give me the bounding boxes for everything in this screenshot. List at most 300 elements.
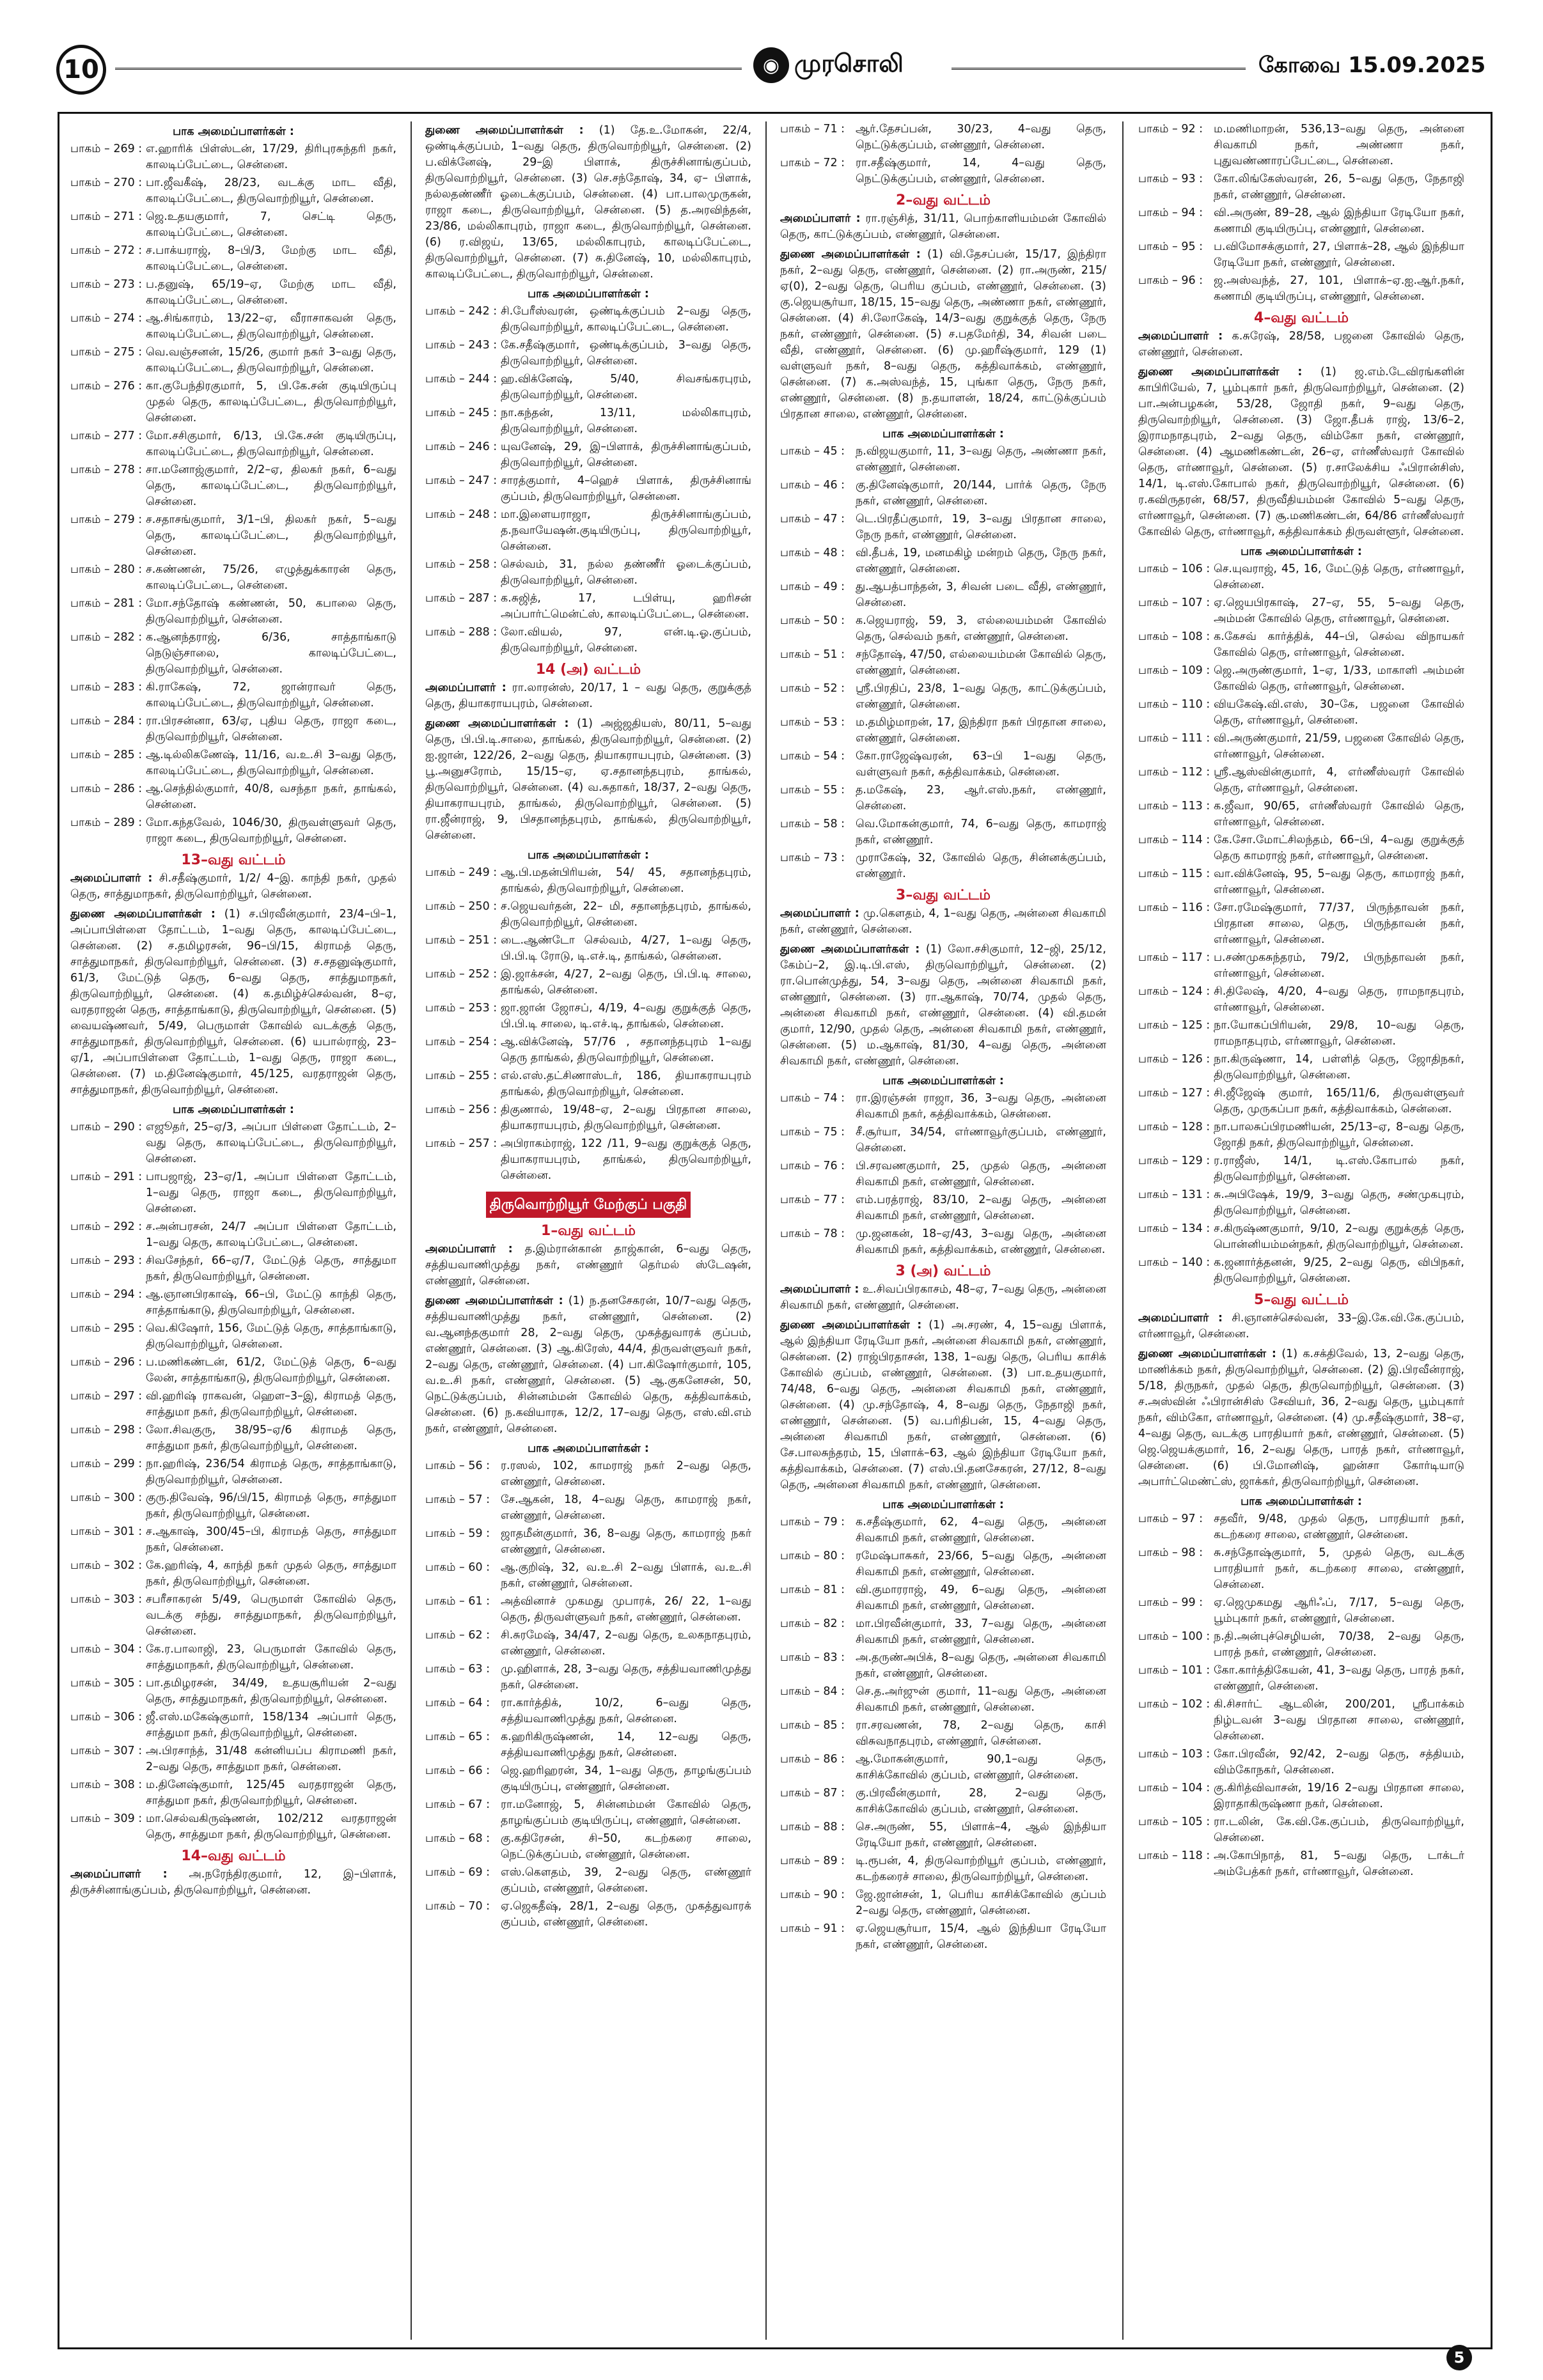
booth-details: வி.தீபக், 19, மனமகிழ் மன்றம் தெரு, நேரு நகர், எண்ணூர், சென்னை. [856,547,1106,575]
booth-details: சந்தோஷ், 47/50, எல்லையம்மன் கோவில் தெரு, எண்ணூர், சென்னை. [856,648,1106,677]
booth-entry [780,749,1106,781]
booth-details: வெ.மோகன்குமார், 74, 6–வது தெரு, காமராஜ் நகர், எண்ணூர். [856,818,1106,846]
booth-number: பாகம் – 250 : [425,900,497,913]
booth-details: முராகேஷ், 32, கோவில் தெரு, சின்னக்குப்பம், எண்ணூர். [856,852,1106,880]
booth-entry [1138,765,1464,797]
role-text: சி.சதீஷ்குமார், 1/2/ 4–இ. காந்தி நகர், முதல் தெரு, சாத்துமாநகர், திருவொற்றியூர், சென்னை. [70,872,396,901]
booth-details: ரா.சதீஷ்குமார், 14, 4–வது தெரு, நெட்டுக்குப்பம், எண்ணூர், சென்னை. [856,157,1106,185]
booth-details: சு.சந்தோஷ்குமார், 5, முதல் தெரு, வடக்கு பாரதியார் நகர், கடற்கரை சாலை, எண்ணூர், சென்னை. [1214,1546,1464,1591]
booth-entry [780,1226,1106,1258]
role-text: த.இம்ரான்கான் தாஜ்கான், 6–வது தெரு, சத்தியவாணிமுத்து நகர், எண்ணூர் தெர்மல் ஸ்டேஷன், எண்ணூர், சென்னை. [425,1243,751,1287]
booth-entry [1138,950,1464,982]
booth-number: பாகம் – 127 : [1138,1087,1210,1100]
officer-paragraph [425,1293,751,1437]
officer-paragraph [1138,1346,1464,1490]
booth-number: பாகம் – 48 : [780,547,845,559]
booth-entry [70,311,396,343]
booth-number: பாகம் – 46 : [780,479,845,492]
officer-paragraph [1138,329,1464,361]
booth-number: பாகம் – 124 : [1138,985,1210,998]
booth-number: பாகம் – 255 : [425,1069,497,1082]
booth-number: பாகம் – 126 : [1138,1053,1210,1066]
booth-number: பாகம் – 129 : [1138,1155,1210,1167]
booth-details: மா.இளையராஜா, திருச்சினாங்குப்பம், த.நவாயேஷன்.குடியிருப்பு, திருவொற்றியூர், சென்னை. [501,508,751,553]
booth-entry [425,1526,751,1558]
booth-entry [70,345,396,377]
booth-details: ரா.இரஞ்சன் ராஜா, 36, 3–வது தெரு, அன்னை சிவகாமி நகர், கத்திவாக்கம், சென்னை. [856,1092,1106,1121]
booth-number: பாகம் – 287 : [425,592,497,605]
booth-number: பாகம் – 50 : [780,614,845,627]
role-label: துணை அமைப்பாளர்கள் : [70,908,215,921]
booth-entry [1138,663,1464,695]
booth-list [1138,561,1464,1287]
booth-details: ஏ.ஜெயபிரகாஷ், 27–ஏ, 55, 5–வது தெரு, அம்மன் கோவில் தெரு, எர்ணாவூர், சென்னை. [1214,596,1464,625]
ward-heading: 4–வது வட்டம் [1254,310,1349,326]
booth-number: பாகம் – 244 : [425,373,497,385]
role-label: அமைப்பாளர் : [780,907,859,920]
booth-number: பாகம் – 57 : [425,1493,490,1506]
role-text: (1) ஜ.எம்.டேவிரங்களின் காபிரியேல், 7, பூம்புகார் நகர், திருவொற்றியூர், சென்னை. (2) பா.அன்பழகன், 53/28, ஜோதி நகர், 9–வது தெரு, திருவொற்றியூர், சென்னை. (3) ஜோ.தீபக் ராஜ், 13/6–2, இராமநாதபுரம், 2–வது தெரு, விம்கோ நகர், எண்ணூர், சென்னை. (4) ஆமணிகண்டன், 26–ஏ, எர்ணீஸ்வரர் கோவில் தெரு, எர்ணாவூர், சென்னை. (5) ர.சாலேக்சிய ஃபிரான்சிஸ், 14/1, டி.எஸ்.கோபால் நகர், திருவொற்றியூர், சென்னை. (6) ர.கவிருதரன், 68/57, திருவீதியம்மன் கோவில் 5–வது தெரு, எர்ணாவூர், சென்னை. (7) சூ.மணிகண்டன், 64/86 எர்ணீஸ்வரர் கோவில் தெரு, எர்ணாவூர், கத்திவாக்கம் திருவள்ளூர், சென்னை. [1138,366,1464,538]
booth-details: ஆ.பி.மதன்பிரியன், 54/ 45, சதானந்தபுரம், தாங்கல், திருவொற்றியூர், சென்னை. [501,866,751,895]
booth-entry [780,579,1106,611]
booth-entry [1138,1629,1464,1661]
booth-entry [70,1456,396,1488]
role-text: உ.சிவப்பிரகாசம், 48–ஏ, 7–வது தெரு, அன்னை சிவகாமி நகர், எண்ணூர், சென்னை. [780,1283,1106,1312]
booth-number: பாகம் – 307 : [70,1745,143,1757]
booth-number: பாகம் – 75 : [780,1126,845,1139]
booth-details: க.கேசவ் கார்த்திக், 44–பி, செல்வ விநாயகர் கோவில் தெரு, எர்ணாவூர், சென்னை. [1214,630,1464,659]
booth-number: பாகம் – 61 : [425,1595,490,1608]
booth-number: பாகம் – 73 : [780,852,845,864]
booth-details: கே.ஹரிஷ், 4, காந்தி நகர் முதல் தெரு, சாத்துமா நகர், திருவொற்றியூர், சென்னை. [146,1559,396,1588]
booth-number: பாகம் – 69 : [425,1866,490,1879]
booth-entry [1138,1052,1464,1084]
region-banner: திருவொற்றியூர் மேற்குப் பகுதி [486,1192,691,1218]
role-label: அமைப்பாளர் : [425,1243,513,1256]
booth-details: மோ.சந்தோஷ் கண்ணன், 50, கபாலை தெரு, திருவொற்றியூர், சென்னை. [146,597,396,626]
column-4 [1138,121,1464,2340]
ward-heading: 3–வது வட்டம் [896,887,991,903]
officer-paragraph [425,123,751,283]
booth-details: எல்.எஸ்.தட்சிணாஸ்டர், 186, தியாகராயபுரம் தாங்கல், திருவொற்றியூர், சென்னை. [501,1069,751,1098]
booth-number: பாகம் – 103 : [1138,1748,1210,1761]
booth-number: பாகம் – 246 : [425,440,497,453]
booth-entry [70,1777,396,1809]
booth-number: பாகம் – 82 : [780,1617,845,1630]
role-label: அமைப்பாளர் : [70,872,153,885]
paper-name: முரசொலி [794,49,904,77]
section-subheading: பாக அமைப்பாளர்கள் : [528,1442,649,1455]
booth-details: ஜே.ஜான்சன், 1, பெரிய காசிக்கோவில் குப்பம் 2–வது தெரு, எண்ணூர், சென்னை. [856,1888,1106,1917]
booth-entry [70,1709,396,1741]
booth-number: பாகம் – 281 : [70,597,143,610]
role-label: அமைப்பாளர் : [780,1283,859,1296]
masthead-rule-left [115,68,742,70]
booth-details: ச.ஆகாஷ், 300/45–பி, கிராமத் தெரு, சாத்துமா நகர், சென்னை. [146,1525,396,1554]
role-label: துணை அமைப்பாளர்கள் : [1138,366,1303,378]
booth-number: பாகம் – 117 : [1138,951,1210,964]
booth-entry [70,713,396,745]
booth-details: மோ.சசிகுமார், 6/13, பி.கே.சன் குடியிருப்பு, காலடிப்பேட்டை, திருவொற்றியூர், சென்னை. [146,430,396,458]
booth-entry [425,899,751,931]
booth-number: பாகம் – 291 : [70,1171,143,1183]
booth-number: பாகம் – 257 : [425,1137,497,1150]
booth-number: பாகம் – 283 : [70,681,143,694]
booth-number: பாகம் – 65 : [425,1731,490,1743]
booth-details: சி.திலேஷ், 4/20, 4–வது தெரு, ராமநாதபுரம், எர்ணாவூர், சென்னை. [1214,985,1464,1014]
booth-details: சி.சுரமேஷ், 34/47, 2–வது தெரு, உலகநாதபுரம், எண்ணூர், சென்னை. [501,1629,751,1658]
booth-entry [70,596,396,628]
booth-entry [1138,1187,1464,1219]
booth-details: கா.குபேந்திரகுமார், 5, பி.கே.சன் குடியிருப்பு முதல் தெரு, காலடிப்பேட்டை, திருவொற்றியூர், சென்னை. [146,380,396,424]
booth-details: வி.குமாரராஜ், 49, 6–வது தெரு, அன்னை சிவகாமி நகர், எண்ணூர், சென்னை. [856,1583,1106,1612]
officer-paragraph [1138,1311,1464,1342]
booth-entry [780,1921,1106,1953]
booth-details: ச.ஜெயவர்தன், 22– மி, சதானந்தபுரம், தாங்கல், திருவொற்றியூர், சென்னை. [501,900,751,929]
booth-entry [425,1729,751,1761]
booth-entry [425,1034,751,1066]
booth-number: பாகம் – 245 : [425,407,497,419]
booth-number: பாகம் – 93 : [1138,173,1203,185]
booth-details: சாரத்குமார், 4–ஹெச் பிளாக், திருச்சினாங் குப்பம், திருவொற்றியூர், சென்னை. [501,474,751,503]
booth-entry [780,478,1106,509]
booth-details: அ.தருண்அபிக், 8–வது தெரு, அன்னை சிவகாமி நகர், எண்ணூர், சென்னை. [856,1651,1106,1680]
booth-details: க.ஜெயராஜ், 59, 3, எல்லையம்மன் கோவில் தெரு, செல்வம் நகர், எண்ணூர், சென்னை. [856,614,1106,643]
booth-details: பா.தமிழரசன், 34/49, உதயசூரியன் 2–வது தெரு, சாத்துமாநகர், திருவொற்றியூர், சென்னை. [146,1677,396,1706]
booth-number: பாகம் – 47 : [780,513,845,525]
booth-details: ஆ.விக்னேஷ், 57/76 , சதானந்தபுரம் 1–வது தெரு தாங்கல், திருவொற்றியூர், சென்னை. [501,1036,751,1064]
booth-entry [425,507,751,555]
booth-list [425,1458,751,1931]
booth-entry [1138,595,1464,627]
booth-details: சு.அபிஷேக், 19/9, 3–வது தெரு, சண்முகபுரம், திருவொற்றியூர், சென்னை. [1214,1188,1464,1217]
booth-entry [70,630,396,678]
booth-details: செ.அருண், 55, பிளாக்–4, ஆல் இந்தியா ரேடியோ நகர், எண்ணூர், சென்னை. [856,1821,1106,1849]
booth-entry [425,1831,751,1863]
booth-number: பாகம் – 292 : [70,1220,143,1233]
booth-number: பாகம் – 62 : [425,1629,490,1642]
booth-details: எம்.பரத்ராஜ், 83/10, 2–வது தெரு, அன்னை சிவகாமி நகர், எண்ணூர், சென்னை. [856,1194,1106,1222]
booth-details: ஆ.சிங்காரம், 13/22–ஏ, வீராசாகவன் தெரு, காலடிப்பேட்டை, திருவொற்றியூர், சென்னை. [146,312,396,341]
booth-entry [70,141,396,173]
booth-number: பாகம் – 108 : [1138,630,1210,643]
ward-heading: 2–வது வட்டம் [896,192,991,208]
booth-entry [70,1676,396,1707]
booth-entry [70,512,396,560]
booth-number: பாகம் – 54 : [780,750,845,763]
booth-entry [1138,273,1464,305]
booth-entry [1138,1119,1464,1151]
booth-number: பாகம் – 308 : [70,1778,143,1791]
booth-entry [780,1514,1106,1546]
booth-entry [70,1422,396,1454]
booth-details: எஸ்.கெளதம், 39, 2–வது தெரு, எண்ணூர் குப்பம், எண்ணூர், சென்னை. [501,1866,751,1895]
booth-details: ச.அன்பரசன், 24/7 அப்பா பிள்ளை தோட்டம், 1–வது தெரு, காலடிப்பேட்டை, சென்னை. [146,1220,396,1249]
booth-number: பாகம் – 297 : [70,1390,143,1403]
role-text: (1) அ.சரண், 4, 15–வது பிளாக், ஆல் இந்தியா ரேடியோ நகர், அன்னை சிவகாமி நகர், எண்ணூர், சென்னை. (2) ராஜ்பிரதாசன், 138, 1–வது தெரு, பெரிய காசிக் கோவில் குப்பம், எண்ணூர், சென்னை. (3) பா.உதயகுமார், 74/48, 6–வது தெரு, அன்னை சிவகாமி நகர், எண்ணூர், சென்னை. (4) மு.சந்தோஷ், 4, 8–வது தெரு, நேதாஜி நகர், எண்ணூர், சென்னை. (5) வ.பரிதிபன், 15, 4–வது தெரு, அன்னை சிவகாமி நகர், எண்ணூர், சென்னை. (6) சே.பாலசுந்தரம், 15, பிளாக்–63, ஆல் இந்தியா ரேடியோ நகர், கத்திவாக்கம், சென்னை. (7) எஸ்.பி.தனசேகரன், 27/12, 8–வது தெரு, அன்னை சிவகாமி நகர், எண்ணூர், சென்னை. [780,1319,1106,1491]
booth-number: பாகம் – 84 : [780,1685,845,1698]
booth-details: நா.யோகப்பிரியன், 29/8, 10–வது தெரு, ராமநாதபுரம், எர்ணாவூர், சென்னை. [1214,1019,1464,1048]
booth-entry [70,747,396,779]
role-text: (1) அஜ்ஜதியஸ், 80/11, 5–வது தெரு, பி.பி.டி.சாலை, தாங்கல், திருவொற்றியூர், சென்னை. (2) ஐ.ஜான், 122/26, 2–வது தெரு, தியாகராயபுரம், சென்னை. (3) பூ.அனுசரோம், 15/15–ஏ, ஏ.சதானந்தபுரம், தாங்கல், திருவொற்றியூர், சென்னை. (4) வ.சுதாகர், 18/37, 2–வது தெரு, தியாகராயபுரம், தாங்கல், திருவொற்றியூர், சென்னை. (5) ரா.ஜீன்ராஜ், 9, பிசதானந்தபுரம், தாங்கல், திருவொற்றியூர், சென்னை. [425,717,751,842]
booth-details: சி.பேரீஸ்வரன், ஒண்டிக்குப்பம் 2–வது தெரு, திருவொற்றியூர், காலடிப்பேட்டை, சென்னை. [501,305,751,334]
booth-details: கே.ர.பாலாஜி, 23, பெருமாள் கோவில் தெரு, சாத்துமாநகர், திருவொற்றியூர், சென்னை. [146,1643,396,1672]
ward-heading: 13–வது வட்டம் [181,852,286,868]
booth-number: பாகம் – 70 : [425,1900,490,1913]
booth-details: ச.கிருஷ்ணகுமார், 9/10, 2–வது குறுக்குத் தெரு, பொன்னியம்மன்நகர், திருவொற்றியூர், சென்னை. [1214,1222,1464,1251]
booth-number: பாகம் – 306 : [70,1711,143,1723]
booth-details: ம.தமிழ்மாறன், 17, இந்திரா நகர் பிரதான சாலை, எண்ணூர், சென்னை. [856,716,1106,745]
booth-entry [1138,239,1464,271]
booth-details: ஜெ.ஹரிஹரன், 34, 1–வது தெரு, தாழங்குப்பம் குடியிருப்பு, எண்ணூர், சென்னை. [501,1764,751,1793]
booth-entry [1138,121,1464,169]
booth-entry [70,1119,396,1167]
role-text: க.சுரேஷ், 28/58, பஜனை கோவில் தெரு, எண்ணூர், சென்னை. [1138,330,1464,359]
booth-entry [780,1091,1106,1123]
booth-details: ஜாதமீன்குமார், 36, 8–வது தெரு, காமராஜ் நகர் எண்ணூர், சென்னை. [501,1527,751,1556]
booth-number: பாகம் – 301 : [70,1525,143,1538]
booth-details: க.சுஜித், 17, டபிள்யு, ஹரிசன் அப்பார்ட்மென்ட்ஸ், காலடிப்பேட்டை, சென்னை. [501,592,751,621]
booth-entry [70,680,396,712]
booth-number: பாகம் – 81 : [780,1583,845,1596]
section-subheading: பாக அமைப்பாளர்கள் : [1241,545,1362,558]
officer-paragraph [780,247,1106,423]
booth-details: ஏ.ஜெமுகமது ஆரிஃப், 7/17, 5–வது தெரு, பூம்புகார் நகர், எண்ணூர், சென்னை. [1214,1596,1464,1625]
booth-details: ரமேஷ்பாசுகர், 23/66, 5–வது தெரு, அன்னை சிவகாமி நகர், எண்ணூர், சென்னை. [856,1550,1106,1578]
booth-details: அத்வினாச் முகமது முபாரக், 26/ 22, 1–வது தெரு, திருவள்ளுவர் நகர், எண்ணூர், சென்னை. [501,1595,751,1624]
role-text: சி.ஞானச்செல்வன், 33–இ.கே.வி.கே.குப்பம், எர்ணாவூர், சென்னை. [1138,1312,1464,1341]
booth-entry [425,1695,751,1727]
booth-entry [425,1068,751,1100]
booth-number: பாகம் – 284 : [70,715,143,727]
booth-list [1138,121,1464,305]
booth-entry [1138,629,1464,661]
booth-details: கி.ராகேஷ், 72, ஜான்ராவர் தெரு, காலடிப்பேட்டை, திருவொற்றியூர், சென்னை. [146,681,396,710]
booth-entry [70,1811,396,1843]
booth-entry [70,781,396,813]
booth-details: வியகேஷ்.வி.எஸ், 30–கே, பஜனை கோவில் தெரு, எர்ணாவூர், சென்னை. [1214,698,1464,727]
booth-details: பி.சரவணகுமார், 25, முதல் தெரு, அன்னை சிவகாமி நகர், எண்ணூர், சென்னை. [856,1160,1106,1188]
officer-paragraph [780,1318,1106,1493]
booth-details: க.ஜனார்த்தனன், 9/25, 2–வது தெரு, விபிநகர், திருவொற்றியூர், சென்னை. [1214,1256,1464,1285]
role-text: (1) ந.தனசேகரன், 10/7–வது தெரு, சத்தியவாணிமுத்து நகர், எண்ணூர், சென்னை. (2) வ.ஆனந்தகுமார் 28, 2–வது தெரு, முகத்துவாரக் குப்பம், எண்ணூர், சென்னை. (3) ஆ.கிரேஸ், 44/4, திருவள்ளுவர் நகர், 2–வது தெரு, எண்ணூர், சென்னை. (4) பா.கிஷோர்குமார், 105, வ.உ.சி நகர், எண்ணூர், சென்னை. (5) ஆ.குகனேசன், 50, நெட்டுக்குப்பம், சின்னம்மன் கோவில் தெரு, கத்திவாக்கம், சென்னை. (6) ந.கவியாரசு, 12/2, 17–வது தெரு, எஸ்.வி.எம் நகர், எண்ணூர், சென்னை. [425,1295,751,1435]
booth-number: பாகம் – 242 : [425,305,497,318]
booth-entry [425,1492,751,1524]
ward-heading: 3 (அ) வட்டம் [895,1263,991,1279]
booth-list [70,141,396,847]
officer-paragraph [780,1282,1106,1314]
booth-number: பாகம் – 280 : [70,563,143,576]
section-subheading: பாக அமைப்பாளர்கள் : [173,1103,294,1116]
booth-entry [1138,697,1464,729]
column-divider [1122,121,1124,2340]
booth-number: பாகம் – 95 : [1138,240,1203,253]
booth-number: பாகம் – 102 : [1138,1698,1210,1711]
booth-number: பாகம் – 98 : [1138,1546,1203,1559]
booth-entry [70,1355,396,1387]
booth-number: பாகம் – 116 : [1138,901,1210,914]
booth-details: து.ஆபத்பாந்தன், 3, சிவன் படை வீதி, எண்ணூர், சென்னை. [856,580,1106,609]
booth-details: கு.தினேஷ்குமார், 20/144, பார்க் தெரு, நேரு நகர், எண்ணூர், சென்னை. [856,479,1106,508]
booth-entry [425,557,751,589]
role-text: அ.நரேந்திரகுமார், 12, இ–பிளாக், திருச்சினாங்குப்பம், திருவொற்றியூர், சென்னை. [70,1868,396,1897]
role-label: அமைப்பாளர் : [70,1868,168,1881]
booth-details: கு.கிரித்விவாசன், 19/16 2–வது பிரதான சாலை, இராதாகிருஷ்ணா நகர், சென்னை. [1214,1782,1464,1810]
booth-number: பாகம் – 134 : [1138,1222,1210,1235]
booth-entry [780,782,1106,814]
booth-entry [70,1743,396,1775]
booth-details: க.ஆனந்தராஜ், 6/36, சாத்தாங்காடு நெடுஞ்சாலை, காலடிப்பேட்டை, திருவொற்றியூர், சென்னை. [146,631,396,676]
booth-details: செல்வம், 31, நல்ல தண்ணீர் ஓடைக்குப்பம், திருவொற்றியூர், சென்னை. [501,558,751,587]
booth-number: பாகம் – 271 : [70,210,143,223]
masthead [56,45,1489,102]
booth-entry [425,1797,751,1829]
booth-number: பாகம் – 105 : [1138,1816,1210,1828]
officer-paragraph [425,1241,751,1289]
booth-number: பாகம் – 77 : [780,1194,845,1206]
booth-entry [70,1592,396,1640]
booth-list [780,121,1106,187]
booth-number: பாகம் – 96 : [1138,274,1203,287]
booth-details: ச.சதாசங்குமார், 3/1–பி, திலகர் நகர், 5–வது தெரு, காலடிப்பேட்டை, திருவொற்றியூர், சென்னை. [146,513,396,558]
booth-number: பாகம் – 278 : [70,463,143,476]
booth-entry [70,462,396,510]
booth-number: பாகம் – 304 : [70,1643,143,1656]
booth-number: பாகம் – 256 : [425,1103,497,1116]
booth-entry [70,1388,396,1420]
booth-number: பாகம் – 128 : [1138,1121,1210,1133]
booth-entry [1138,731,1464,763]
booth-entry [70,378,396,426]
booth-list [1138,1511,1464,1880]
role-text: ரா.ரஞ்சித், 31/11, பொற்காளியம்மன் கோவில் தெரு, காட்டுக்குப்பம், எண்ணூர், சென்னை. [780,212,1106,241]
booth-entry [425,933,751,965]
booth-entry [780,1650,1106,1682]
booth-details: ஸ்ரீ.ஆஸ்வின்குமார், 4, எர்ணீஸ்வரர் கோவில் தெரு, எர்ணாவூர், சென்னை. [1214,766,1464,795]
booth-entry [1138,1746,1464,1778]
booth-entry [425,304,751,336]
booth-entry [425,1628,751,1660]
booth-entry [1138,900,1464,948]
role-text: (1) க.சக்திவேல், 13, 2–வது தெரு, மாணிக்கம் நகர், திருவொற்றியூர், சென்னை. (2) இ.பிரவீன்ராஜ், 5/18, திருநகர், முதல் தெரு, திருவொற்றியூர், சென்னை. (3) ச.அஸ்வின் ஃபிரான்சிஸ் சேவியர், 36, 2–வது தெரு, பூம்புகார் நகர், விம்கோ, எர்ணாவூர், சென்னை. (4) மு.சதீஷ்குமார், 38–ஏ, 4–வது தெரு, வடக்கு பாரதியார் நகர், எண்ணூர், சென்னை. (5) ஜெ.ஜெயக்குமார், 16, 2–வது தெரு, பாரத் நகர், எர்ணாவூர், சென்னை. (6) பி.மோனிஷ், ஹன்சா கோர்டியாடு அபார்ட்மெண்ட்ஸ், ஜாக்கர், திருவொற்றியூர், சென்னை. [1138,1348,1464,1488]
booth-details: யுவனேஷ், 29, இ–பிளாக், திருச்சினாங்குப்பம், திருவொற்றியூர், சென்னை. [501,440,751,469]
booth-number: பாகம் – 55 : [780,784,845,797]
booth-number: பாகம் – 58 : [780,818,845,830]
booth-details: ஆ.டில்லிகணேஷ், 11/16, வ.உ.சி 3–வது தெரு, காலடிப்பேட்டை, திருவொற்றியூர், சென்னை. [146,749,396,777]
booth-number: பாகம் – 76 : [780,1160,845,1172]
booth-entry [1138,984,1464,1016]
booth-number: பாகம் – 140 : [1138,1256,1210,1269]
page-corner-mark: 5 [1446,2345,1472,2370]
booth-entry [70,243,396,275]
role-label: துணை அமைப்பாளர்கள் : [1138,1348,1276,1360]
booth-entry [70,175,396,207]
booth-details: டை.ஆண்டோ செல்வம், 4/27, 1–வது தெரு, பி.பி.டி ரோடு, டி.எச்.டி, தாங்கல், சென்னை. [501,934,751,963]
booth-number: பாகம் – 114 : [1138,834,1210,846]
officer-paragraph [70,906,396,1098]
role-label: அமைப்பாளர் : [425,681,506,694]
booth-number: பாகம் – 99 : [1138,1596,1203,1609]
booth-number: பாகம் – 293 : [70,1254,143,1267]
section-subheading: பாக அமைப்பாளர்கள் : [882,428,1004,440]
booth-number: பாகம் – 254 : [425,1036,497,1048]
officer-paragraph [780,211,1106,243]
booth-number: பாகம் – 110 : [1138,698,1210,711]
booth-number: பாகம் – 290 : [70,1121,143,1133]
booth-entry [780,155,1106,187]
booth-details: குரு.திவேஷ், 96/பி/15, கிராமத் தெரு, சாத்துமா நகர், திருவொற்றியூர், சென்னை. [146,1491,396,1520]
booth-number: பாகம் – 131 : [1138,1188,1210,1201]
booth-entry [780,1582,1106,1614]
booth-details: சதவீர், 9/48, முதல் தெரு, பாரதியார் நகர், கடற்கரை சாலை, எண்ணூர், சென்னை. [1214,1513,1464,1541]
booth-number: பாகம் – 97 : [1138,1513,1203,1525]
booth-number: பாகம் – 63 : [425,1663,490,1676]
booth-entry [425,591,751,623]
booth-list [425,304,751,657]
booth-entry [425,371,751,403]
booth-entry [1138,1511,1464,1543]
booth-list [425,865,751,1184]
booth-number: பாகம் – 94 : [1138,206,1203,219]
booth-details: சோ.ரமேஷ்குமார், 77/37, பிருந்தாவன் நகர், பிரதான சாலை, தெரு, பிருந்தாவன் நகர், எர்ணாவூர், சென்னை. [1214,901,1464,946]
booth-details: எஜூதர், 25–ஏ/3, அப்பா பிள்ளை தோட்டம், 2–வது தெரு, காலடிப்பேட்டை, திருவொற்றியூர், சென்னை. [146,1121,396,1165]
ward-heading: 5–வது வட்டம் [1254,1292,1349,1308]
role-text: (1) வி.தேசப்பன், 15/17, இந்திரா நகர், 2–வது தெரு, எண்ணூர், சென்னை. (2) ரா.அருண், 215/ஏ(0), 2–வது தெரு, பெரிய குப்பம், எண்ணூர், சென்னை. (3) கு.ஜெயசூர்யா, 18/15, 15–வது தெரு, அண்ணா நகர், எண்ணூர், சென்னை. (4) சி.லோகேஷ், 14/3–வது குறுக்குத் தெரு, நேரு நகர், எண்ணூர், சென்னை. (5) ச.பதமேர்தி, 34, சிவன் படை வீதி, எண்ணூர், சென்னை. (6) மு.ஹரீஷ்குமார், 129 (1) வள்ளுவர் நகர், 8–வது தெரு, கத்திவாக்கம், எண்ணூர், சென்னை. (7) க.அஸ்வந்த், 15, புங்கா தெரு, நேரு நகர், எண்ணூர், சென்னை. (8) ந.தயாளன், 18/24, காட்டுக்குப்பம் பிரதான சாலை, எண்ணூர், சென்னை. [780,248,1106,421]
booth-entry [1138,205,1464,237]
booth-entry [780,1548,1106,1580]
booth-number: பாகம் – 67 : [425,1798,490,1811]
booth-entry [1138,798,1464,830]
booth-entry [70,1524,396,1556]
booth-entry [1138,1697,1464,1745]
booth-entry [780,1785,1106,1817]
officer-paragraph [780,906,1106,938]
booth-details: ர.ராஜீஸ், 14/1, டி.எஸ்.கோபால் நகர், திருவொற்றியூர், சென்னை. [1214,1155,1464,1183]
booth-number: பாகம் – 286 : [70,782,143,795]
booth-number: பாகம் – 59 : [425,1527,490,1540]
booth-details: வெ.கிஷோர், 156, மேட்டுத் தெரு, சாத்தாங்காடு, திருவொற்றியூர், சென்னை. [146,1322,396,1351]
booth-entry [425,1865,751,1897]
booth-details: நா.ஹரிஷ், 236/54 கிராமத் தெரு, சாத்தாங்காடு, திருவொற்றியூர், சென்னை. [146,1458,396,1486]
booth-number: பாகம் – 51 : [780,648,845,661]
booth-details: பாபஜாஜ், 23–ஏ/1, அப்பா பிள்ளை தோட்டம், 1–வது தெரு, ராஜா கடை, திருவொற்றியூர், சென்னை. [146,1171,396,1215]
booth-details: ஜெ.அருண்குமார், 1–ஏ, 1/33, மாகாளி அம்மன் கோவில் தெரு, எர்ணாவூர், சென்னை. [1214,664,1464,693]
booth-details: வி.ஹரிஷ் ராகவன், ஹௌ–3–இ, கிராமத் தெரு, சாத்துமா நகர், திருவொற்றியூர், சென்னை. [146,1390,396,1419]
booth-number: பாகம் – 303 : [70,1593,143,1606]
booth-details: நா.பாலசுப்பிரமணியன், 25/13–ஏ, 8–வது தெரு, ஜோதி நகர், திருவொற்றியூர், சென்னை. [1214,1121,1464,1149]
booth-number: பாகம் – 104 : [1138,1782,1210,1794]
booth-details: இ.ஜாக்சன், 4/27, 2–வது தெரு, பி.பி.டி சாலை, தாங்கல், சென்னை. [501,968,751,997]
booth-number: பாகம் – 113 : [1138,800,1210,813]
booth-number: பாகம் – 272 : [70,244,143,257]
booth-number: பாகம் – 64 : [425,1697,490,1709]
booth-number: பாகம் – 100 : [1138,1630,1210,1643]
booth-number: பாகம் – 101 : [1138,1664,1210,1677]
booth-number: பாகம் – 300 : [70,1491,143,1504]
booth-number: பாகம் – 289 : [70,816,143,829]
booth-entry [425,1458,751,1490]
booth-entry [70,277,396,309]
booth-number: பாகம் – 247 : [425,474,497,487]
booth-number: பாகம் – 276 : [70,380,143,393]
booth-details: மா.செல்வகிருஷ்ணன், 102/212 வரதராஜன் தெரு, சாத்துமா நகர், திருவொற்றியூர், சென்னை. [146,1812,396,1841]
booth-details: ஆ.மோகன்குமார், 90,1–வது தெரு, காசிக்கோவில் குப்பம், எண்ணூர், சென்னை. [856,1753,1106,1782]
booth-details: த.மகேஷ், 23, ஆர்.எஸ்.நகர், எண்ணூர், சென்னை. [856,784,1106,813]
booth-number: பாகம் – 118 : [1138,1849,1210,1862]
booth-number: பாகம் – 89 : [780,1855,845,1867]
booth-details: ஆ.குறிஷ், 32, வ.உ.சி 2–வது பிளாக், வ.உ.சி நகர், எண்ணூர், சென்னை. [501,1561,751,1590]
booth-details: சா.மனோஜ்குமார், 2/2–ஏ, திலகர் நகர், 6–வது தெரு, காலடிப்பேட்டை, திருவொற்றியூர், சென்னை. [146,463,396,508]
